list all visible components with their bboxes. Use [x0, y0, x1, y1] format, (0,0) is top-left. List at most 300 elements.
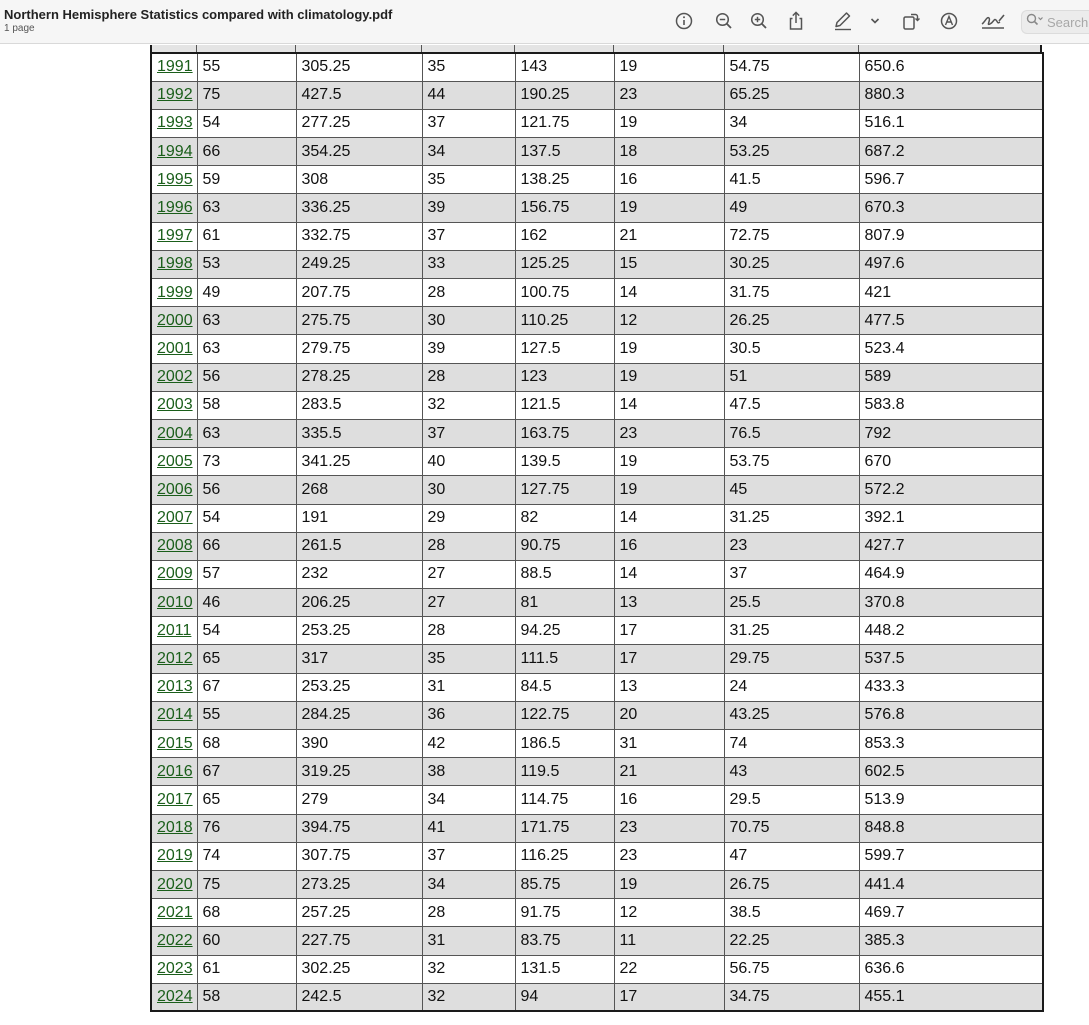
table-cell: 31: [422, 673, 515, 701]
table-cell: 43.25: [724, 701, 859, 729]
table-cell: 116.25: [515, 842, 614, 870]
table-cell: 336.25: [296, 194, 422, 222]
table-cell: 305.25: [296, 53, 422, 81]
table-cell: 13: [614, 673, 724, 701]
table-row: [151, 786, 1043, 814]
table-cell: 455.1: [859, 983, 1043, 1011]
table-cell: 23: [614, 842, 724, 870]
table-cell: 35: [422, 166, 515, 194]
year-link[interactable]: 2011: [157, 621, 192, 639]
table-cell: 55: [197, 701, 296, 729]
table-cell: 49: [724, 194, 859, 222]
year-link[interactable]: 2018: [157, 819, 193, 837]
table-cell: 12: [614, 307, 724, 335]
year-cell: [151, 701, 197, 729]
table-cell: 392.1: [859, 504, 1043, 532]
table-cell: 83.75: [515, 927, 614, 955]
table-cell: 110.25: [515, 307, 614, 335]
table-cell: 37: [724, 560, 859, 588]
table-cell: 427.7: [859, 532, 1043, 560]
year-link[interactable]: 2016: [157, 762, 193, 780]
table-row: [151, 363, 1043, 391]
table-cell: 268: [296, 476, 422, 504]
markup-button[interactable]: [831, 10, 855, 32]
table-row: [151, 617, 1043, 645]
year-link[interactable]: 2019: [157, 847, 193, 865]
table-cell: 30: [422, 307, 515, 335]
table-cell: 94.25: [515, 617, 614, 645]
table-cell: 17: [614, 645, 724, 673]
document-page: [0, 45, 1089, 1025]
year-cell: [151, 109, 197, 137]
table-cell: 32: [422, 955, 515, 983]
table-cell: 279: [296, 786, 422, 814]
table-cell: 29: [422, 504, 515, 532]
table-cell: 307.75: [296, 842, 422, 870]
table-cell: 63: [197, 194, 296, 222]
table-cell: 122.75: [515, 701, 614, 729]
table-cell: 74: [197, 842, 296, 870]
table-cell: 33: [422, 250, 515, 278]
table-cell: 61: [197, 955, 296, 983]
year-cell: [151, 927, 197, 955]
year-cell: [151, 983, 197, 1011]
table-cell: 56.75: [724, 955, 859, 983]
table-cell: 61: [197, 222, 296, 250]
year-cell: [151, 870, 197, 898]
table-cell: 599.7: [859, 842, 1043, 870]
table-cell: 319.25: [296, 758, 422, 786]
table-cell: 302.25: [296, 955, 422, 983]
table-cell: 19: [614, 109, 724, 137]
table-cell: 36: [422, 701, 515, 729]
table-cell: 11: [614, 927, 724, 955]
year-cell: [151, 673, 197, 701]
table-cell: 853.3: [859, 730, 1043, 758]
table-cell: 21: [614, 222, 724, 250]
table-cell: 28: [422, 279, 515, 307]
table-row: [151, 701, 1043, 729]
signature-button[interactable]: [979, 10, 1007, 32]
table-cell: 572.2: [859, 476, 1043, 504]
table-cell: 394.75: [296, 814, 422, 842]
markup-menu-button[interactable]: [864, 10, 886, 32]
table-cell: 162: [515, 222, 614, 250]
table-cell: 278.25: [296, 363, 422, 391]
year-link[interactable]: 2003: [157, 396, 193, 414]
table-cell: 16: [614, 786, 724, 814]
table-cell: 249.25: [296, 250, 422, 278]
table-cell: 26.25: [724, 307, 859, 335]
table-cell: 670.3: [859, 194, 1043, 222]
table-row: [151, 870, 1043, 898]
table-cell: 137.5: [515, 138, 614, 166]
table-cell: 68: [197, 730, 296, 758]
table-cell: 139.5: [515, 448, 614, 476]
table-cell: 45: [724, 476, 859, 504]
info-icon: [675, 12, 693, 30]
table-row: [151, 307, 1043, 335]
table-body: [151, 53, 1043, 1011]
table-cell: 44: [422, 81, 515, 109]
year-cell: [151, 250, 197, 278]
table-cell: 67: [197, 758, 296, 786]
year-link[interactable]: 2001: [157, 339, 193, 357]
table-cell: 16: [614, 166, 724, 194]
year-link[interactable]: 1999: [157, 283, 193, 301]
year-link[interactable]: 2010: [157, 593, 193, 611]
table-cell: 28: [422, 899, 515, 927]
year-link[interactable]: 2005: [157, 452, 193, 470]
signature-icon: [980, 11, 1006, 31]
table-cell: 21: [614, 758, 724, 786]
table-cell: 332.75: [296, 222, 422, 250]
table-row: [151, 335, 1043, 363]
year-cell: [151, 842, 197, 870]
year-link[interactable]: 1994: [157, 142, 193, 160]
table-row: [151, 476, 1043, 504]
table-cell: 15: [614, 250, 724, 278]
table-cell: 37: [422, 109, 515, 137]
table-cell: 23: [614, 814, 724, 842]
table-cell: 53.25: [724, 138, 859, 166]
table-cell: 23: [724, 532, 859, 560]
table-cell: 66: [197, 138, 296, 166]
table-cell: 156.75: [515, 194, 614, 222]
table-cell: 63: [197, 335, 296, 363]
table-row: [151, 955, 1043, 983]
annotate-icon: [940, 12, 958, 30]
year-link[interactable]: 2002: [157, 368, 193, 386]
year-cell: [151, 504, 197, 532]
table-cell: 34: [422, 786, 515, 814]
table-cell: 283.5: [296, 391, 422, 419]
year-cell: [151, 758, 197, 786]
year-link[interactable]: 2022: [157, 931, 193, 949]
table-cell: 14: [614, 560, 724, 588]
table-cell: 37: [422, 222, 515, 250]
table-cell: 75: [197, 81, 296, 109]
year-link[interactable]: 2024: [157, 988, 193, 1006]
table-cell: 602.5: [859, 758, 1043, 786]
year-link[interactable]: 1997: [157, 227, 193, 245]
table-cell: 433.3: [859, 673, 1043, 701]
zoom-in-button[interactable]: [747, 10, 771, 32]
table-cell: 70.75: [724, 814, 859, 842]
table-cell: 100.75: [515, 279, 614, 307]
table-cell: 12: [614, 899, 724, 927]
table-cell: 589: [859, 363, 1043, 391]
table-cell: 22.25: [724, 927, 859, 955]
table-cell: 42: [422, 730, 515, 758]
table-cell: 27: [422, 560, 515, 588]
table-cell: 477.5: [859, 307, 1043, 335]
table-row: [151, 391, 1043, 419]
year-link[interactable]: 2000: [157, 311, 193, 329]
table-cell: 253.25: [296, 617, 422, 645]
year-link[interactable]: 2021: [157, 903, 193, 921]
table-cell: 354.25: [296, 138, 422, 166]
annotate-button[interactable]: [937, 10, 961, 32]
table-cell: 34: [724, 109, 859, 137]
table-cell: 19: [614, 448, 724, 476]
table-cell: 190.25: [515, 81, 614, 109]
table-cell: 16: [614, 532, 724, 560]
table-cell: 91.75: [515, 899, 614, 927]
table-row: [151, 194, 1043, 222]
year-cell: [151, 730, 197, 758]
table-cell: 34.75: [724, 983, 859, 1011]
table-cell: 67: [197, 673, 296, 701]
year-cell: [151, 814, 197, 842]
table-cell: 57: [197, 560, 296, 588]
table-cell: 253.25: [296, 673, 422, 701]
table-cell: 25.5: [724, 589, 859, 617]
table-row: [151, 53, 1043, 81]
table-cell: 19: [614, 53, 724, 81]
table-cell: 583.8: [859, 391, 1043, 419]
zoom-out-button[interactable]: [712, 10, 736, 32]
year-link[interactable]: 2009: [157, 565, 193, 583]
table-cell: 84.5: [515, 673, 614, 701]
table-cell: 22: [614, 955, 724, 983]
year-cell: [151, 81, 197, 109]
year-link[interactable]: 2007: [157, 509, 193, 527]
table-cell: 261.5: [296, 532, 422, 560]
table-cell: 58: [197, 391, 296, 419]
table-cell: 75: [197, 870, 296, 898]
year-cell: [151, 448, 197, 476]
table-cell: 60: [197, 927, 296, 955]
table-cell: 41: [422, 814, 515, 842]
year-cell: [151, 617, 197, 645]
table-row: [151, 166, 1043, 194]
window-toolbar: [0, 0, 1089, 44]
table-cell: 123: [515, 363, 614, 391]
table-cell: 464.9: [859, 560, 1043, 588]
table-cell: 23: [614, 419, 724, 447]
table-cell: 29.5: [724, 786, 859, 814]
year-cell: [151, 899, 197, 927]
table-cell: 56: [197, 476, 296, 504]
table-cell: 687.2: [859, 138, 1043, 166]
table-cell: 88.5: [515, 560, 614, 588]
table-cell: 848.8: [859, 814, 1043, 842]
table-cell: 31.75: [724, 279, 859, 307]
table-cell: 30.25: [724, 250, 859, 278]
table-cell: 37: [422, 842, 515, 870]
year-link[interactable]: 1996: [157, 199, 193, 217]
table-row: [151, 927, 1043, 955]
table-cell: 18: [614, 138, 724, 166]
table-cell: 34: [422, 138, 515, 166]
table-cell: 441.4: [859, 870, 1043, 898]
table-cell: 72.75: [724, 222, 859, 250]
table-cell: 469.7: [859, 899, 1043, 927]
table-cell: 66: [197, 532, 296, 560]
table-cell: 127.5: [515, 335, 614, 363]
table-cell: 308: [296, 166, 422, 194]
share-icon: [787, 11, 805, 31]
year-link[interactable]: 2015: [157, 734, 193, 752]
markup-pen-icon: [833, 11, 853, 31]
year-cell: [151, 560, 197, 588]
table-cell: 41.5: [724, 166, 859, 194]
table-cell: 421: [859, 279, 1043, 307]
year-link[interactable]: 1992: [157, 86, 193, 104]
table-row: [151, 250, 1043, 278]
table-cell: 35: [422, 53, 515, 81]
table-cell: 13: [614, 589, 724, 617]
table-cell: 341.25: [296, 448, 422, 476]
table-cell: 119.5: [515, 758, 614, 786]
table-row: [151, 560, 1043, 588]
table-cell: 576.8: [859, 701, 1043, 729]
table-row: [151, 589, 1043, 617]
table-cell: 275.75: [296, 307, 422, 335]
table-cell: 448.2: [859, 617, 1043, 645]
document-page-count: 1 page: [4, 23, 35, 34]
table-cell: 30: [422, 476, 515, 504]
table-cell: 191: [296, 504, 422, 532]
table-cell: 65.25: [724, 81, 859, 109]
year-cell: [151, 222, 197, 250]
year-link[interactable]: 1993: [157, 114, 193, 132]
table-cell: 32: [422, 391, 515, 419]
table-cell: 807.9: [859, 222, 1043, 250]
zoom-out-icon: [715, 12, 733, 30]
table-cell: 138.25: [515, 166, 614, 194]
document-title: Northern Hemisphere Statistics compared with climatology.pdf: [4, 7, 393, 22]
year-link[interactable]: 2006: [157, 480, 193, 498]
table-cell: 523.4: [859, 335, 1043, 363]
table-cell: 131.5: [515, 955, 614, 983]
table-cell: 114.75: [515, 786, 614, 814]
year-link[interactable]: 1995: [157, 170, 193, 188]
year-link[interactable]: 2013: [157, 678, 193, 696]
year-cell: [151, 53, 197, 81]
table-cell: 516.1: [859, 109, 1043, 137]
table-cell: 792: [859, 419, 1043, 447]
table-cell: 46: [197, 589, 296, 617]
table-row: [151, 504, 1043, 532]
table-cell: 257.25: [296, 899, 422, 927]
table-row: [151, 109, 1043, 137]
table-cell: 59: [197, 166, 296, 194]
zoom-in-icon: [750, 12, 768, 30]
table-cell: 81: [515, 589, 614, 617]
table-cell: 85.75: [515, 870, 614, 898]
table-cell: 207.75: [296, 279, 422, 307]
table-cell: 335.5: [296, 419, 422, 447]
table-row: [151, 730, 1043, 758]
year-link[interactable]: 2008: [157, 537, 193, 555]
table-cell: 277.25: [296, 109, 422, 137]
table-cell: 54: [197, 109, 296, 137]
statistics-table: [150, 52, 1044, 1012]
table-cell: 26.75: [724, 870, 859, 898]
share-button[interactable]: [784, 10, 808, 32]
table-cell: 27: [422, 589, 515, 617]
table-cell: 40: [422, 448, 515, 476]
table-cell: 317: [296, 645, 422, 673]
table-row: [151, 814, 1043, 842]
table-cell: 650.6: [859, 53, 1043, 81]
table-cell: 17: [614, 617, 724, 645]
table-row: [151, 532, 1043, 560]
table-cell: 121.5: [515, 391, 614, 419]
year-cell: [151, 363, 197, 391]
table-cell: 37: [422, 419, 515, 447]
year-link[interactable]: 2020: [157, 875, 193, 893]
table-cell: 39: [422, 194, 515, 222]
info-button[interactable]: [672, 10, 696, 32]
year-cell: [151, 279, 197, 307]
year-link[interactable]: 1998: [157, 255, 193, 273]
table-row: [151, 758, 1043, 786]
table-cell: 47: [724, 842, 859, 870]
table-cell: 51: [724, 363, 859, 391]
table-cell: 24: [724, 673, 859, 701]
table-row: [151, 279, 1043, 307]
year-link[interactable]: 2014: [157, 706, 193, 724]
table-cell: 186.5: [515, 730, 614, 758]
year-link[interactable]: 2023: [157, 960, 193, 978]
year-link[interactable]: 2012: [157, 650, 193, 668]
year-link[interactable]: 2017: [157, 790, 193, 808]
table-cell: 53: [197, 250, 296, 278]
table-cell: 23: [614, 81, 724, 109]
table-cell: 28: [422, 617, 515, 645]
table-cell: 14: [614, 504, 724, 532]
year-cell: [151, 419, 197, 447]
table-row: [151, 673, 1043, 701]
year-cell: [151, 138, 197, 166]
table-cell: 31: [422, 927, 515, 955]
table-row: [151, 983, 1043, 1011]
table-cell: 17: [614, 983, 724, 1011]
table-cell: 76.5: [724, 419, 859, 447]
table-cell: 242.5: [296, 983, 422, 1011]
table-cell: 30.5: [724, 335, 859, 363]
search-icon: [1026, 13, 1044, 32]
year-link[interactable]: 1991: [157, 58, 193, 76]
table-cell: 47.5: [724, 391, 859, 419]
table-cell: 29.75: [724, 645, 859, 673]
table-row: [151, 419, 1043, 447]
table-cell: 34: [422, 870, 515, 898]
search-input[interactable]: [1047, 15, 1089, 30]
search-field[interactable]: [1021, 10, 1089, 34]
table-cell: 63: [197, 307, 296, 335]
table-cell: 125.25: [515, 250, 614, 278]
rotate-button[interactable]: [899, 10, 923, 32]
table-cell: 38: [422, 758, 515, 786]
year-cell: [151, 476, 197, 504]
table-cell: 31.25: [724, 617, 859, 645]
table-cell: 227.75: [296, 927, 422, 955]
table-cell: 31.25: [724, 504, 859, 532]
table-cell: 39: [422, 335, 515, 363]
table-cell: 28: [422, 532, 515, 560]
table-cell: 19: [614, 870, 724, 898]
table-cell: 54: [197, 504, 296, 532]
year-link[interactable]: 2004: [157, 424, 193, 442]
table-row: [151, 448, 1043, 476]
table-row: [151, 222, 1043, 250]
year-cell: [151, 955, 197, 983]
table-cell: 82: [515, 504, 614, 532]
